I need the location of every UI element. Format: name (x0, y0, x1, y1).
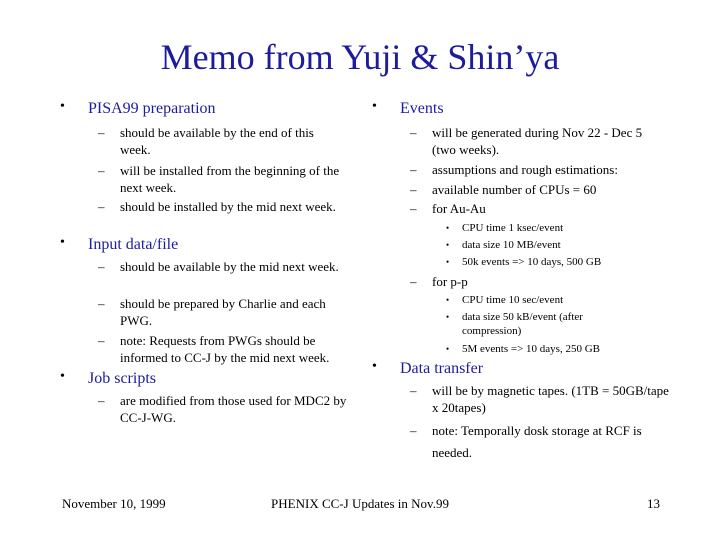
bullet-pisa (60, 99, 216, 118)
bullet-dot-icon: • (372, 99, 377, 114)
bullet-dot-icon: • (60, 99, 65, 114)
bullet-dot-icon: • (372, 359, 377, 374)
transfer-item: – will be by magnetic tapes. (1TB = 50GB/tape x 20tapes) (410, 383, 669, 415)
pisa-heading: PISA99 preparation (88, 100, 216, 117)
events-item: – will be generated during Nov 22 - Dec 5 (two weeks). (410, 125, 643, 157)
auau-item: • 50k events => 10 days, 500 GB (446, 256, 602, 268)
events-heading: Events (400, 100, 444, 117)
bullet-events (372, 99, 444, 118)
footer-date: November 10, 1999 (62, 496, 166, 511)
events-item: – available number of CPUs = 60 (410, 182, 597, 197)
transfer-item: – note: Temporally dosk storage at RCF is needed. (410, 423, 642, 460)
auau-item: • data size 10 MB/event (446, 239, 561, 251)
footer-page-number: 13 (647, 496, 660, 511)
events-item: – for Au-Au (410, 201, 486, 216)
transfer-heading: Data transfer (400, 360, 484, 377)
footer-title: PHENIX CC-J Updates in Nov.99 (271, 496, 449, 511)
bullet-dot-icon: • (60, 235, 65, 250)
input-item: – note: Requests from PWGs should be informed to CC-J by the mid next week. (98, 333, 330, 365)
pisa-item: – should be installed by the mid next week. (98, 199, 336, 214)
bullet-dot-icon: • (60, 369, 65, 384)
bullet-input (60, 235, 179, 254)
events-item: – for p-p (410, 274, 468, 289)
input-item: – should be available by the mid next week. (98, 259, 339, 274)
events-item: – assumptions and rough estimations: (410, 162, 618, 177)
pisa-item: – will be installed from the beginning of the next week. (98, 163, 340, 195)
pp-item: • data size 50 kB/event (after compression) (446, 311, 583, 337)
bullet-job (60, 369, 156, 388)
slide-title: Memo from Yuji & Shin’ya (160, 37, 560, 77)
pisa-item: – should be available by the end of this week. (98, 125, 314, 157)
job-heading: Job scripts (88, 370, 156, 387)
auau-item: • CPU time 1 ksec/event (446, 222, 564, 234)
input-item: – should be prepared by Charlie and each PWG. (98, 296, 326, 328)
pp-item: • CPU time 10 sec/event (446, 294, 564, 306)
bullet-transfer (372, 359, 484, 378)
job-item: – are modified from those used for MDC2 by CC-J-WG. (98, 393, 347, 425)
pp-item: • 5M events => 10 days, 250 GB (446, 343, 600, 355)
input-heading: Input data/file (88, 236, 179, 253)
